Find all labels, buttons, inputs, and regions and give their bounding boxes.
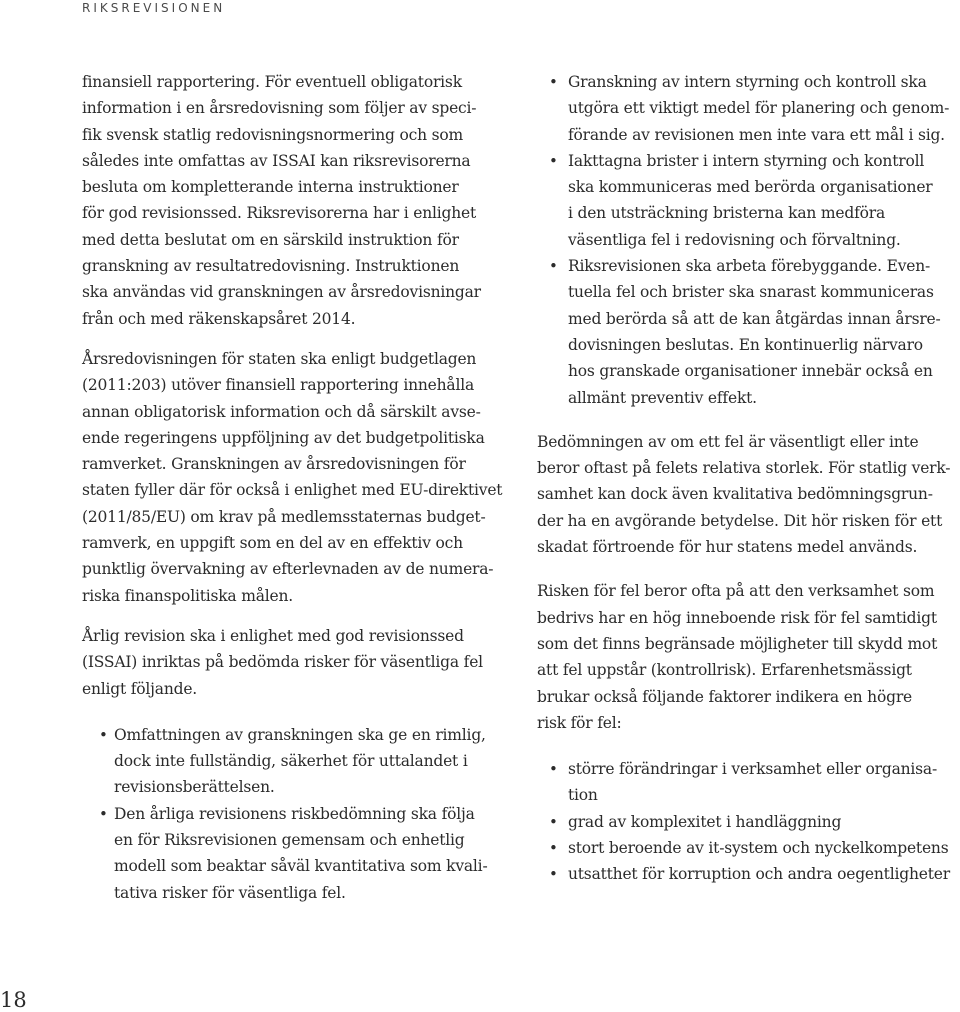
paragraph — [537, 429, 959, 560]
text-line: information i en årsredovisning som följer av speci- — [82, 99, 477, 118]
bullet-icon: • — [549, 760, 558, 779]
text-line: större förändringar i verksamhet eller organisa- — [568, 760, 937, 779]
text-line: (2011:203) utöver finansiell rapportering innehålla — [82, 376, 475, 395]
paragraph — [82, 69, 504, 332]
text-line: i den utsträckning bristerna kan medföra — [568, 204, 886, 223]
list-item — [537, 861, 959, 887]
paragraph — [82, 623, 504, 702]
bullet-icon: • — [549, 151, 558, 170]
text-line: ramverket. Granskningen av årsredovisningen för — [82, 455, 466, 474]
text-line: tion — [568, 786, 598, 805]
paragraph — [537, 578, 959, 736]
text-line: (2011/85/EU) om krav på medlemsstaternas budget- — [82, 507, 486, 526]
text-line: punktlig övervakning av efterlevnaden av de numera- — [82, 560, 494, 579]
text-line: skadat förtroende för hur statens medel används. — [537, 538, 918, 557]
text-line: ende regeringens uppföljning av det budgetpolitiska — [82, 428, 485, 447]
text-line: Risken för fel beror ofta på att den verksamhet som — [537, 582, 935, 601]
text-line: der ha en avgörande betydelse. Dit hör risken för ett — [537, 511, 943, 530]
bullet-list — [537, 756, 959, 887]
text-line: stort beroende av it-system och nyckelkompetens — [568, 839, 949, 858]
text-line: Omfattningen av granskningen ska ge en rimlig, — [114, 725, 486, 744]
text-line: Iakttagna brister i intern styrning och kontroll — [568, 151, 925, 170]
page-number: 18 — [0, 988, 27, 1012]
text-line: Riksrevisionen ska arbeta förebyggande. Even- — [568, 257, 931, 276]
text-line: väsentliga fel i redovisning och förvaltning. — [568, 230, 901, 249]
text-line: grad av komplexitet i handläggning — [568, 812, 842, 831]
text-line: utgöra ett viktigt medel för planering och genom- — [568, 99, 950, 118]
text-line: ska användas vid granskningen av årsredovisningar — [82, 283, 481, 302]
text-line: med berörda så att de kan åtgärdas innan årsre- — [568, 309, 941, 328]
text-line: fik svensk statlig redovisningsnormering och som — [82, 125, 463, 144]
text-line: (ISSAI) inriktas på bedömda risker för väsentliga fel — [82, 653, 483, 672]
list-item — [537, 69, 959, 148]
bullet-icon: • — [549, 839, 558, 858]
text-line: med detta beslutat om en särskild instruktion för — [82, 230, 459, 249]
text-line: för god revisionssed. Riksrevisorerna har i enlighet — [82, 204, 477, 223]
text-line: att fel uppstår (kontrollrisk). Erfarenhetsmässigt — [537, 661, 912, 680]
text-line: Den årliga revisionens riskbedömning ska följa — [114, 804, 475, 823]
list-item — [537, 253, 959, 411]
text-line: Bedömningen av om ett fel är väsentligt eller inte — [537, 432, 919, 451]
text-line: samhet kan dock även kvalitativa bedömningsgrun- — [537, 485, 933, 504]
text-line: finansiell rapportering. För eventuell obligatorisk — [82, 73, 462, 91]
text-line: dovisningen beslutas. En kontinuerlig närvaro — [568, 335, 923, 354]
text-line: enligt följande. — [82, 679, 198, 698]
text-line: som det finns begränsade möjligheter till skydd mot — [537, 634, 938, 653]
text-line: förande av revisionen men inte vara ett mål i sig. — [568, 125, 945, 144]
bullet-list — [537, 69, 959, 411]
text-line: brukar också följande faktorer indikera en högre — [537, 687, 913, 706]
text-line: tuella fel och brister ska snarast kommuniceras — [568, 283, 934, 302]
bullet-icon: • — [549, 73, 558, 91]
text-line: modell som beaktar såväl kvantitativa som kvali- — [114, 857, 488, 876]
bullet-icon: • — [549, 812, 558, 831]
text-line: ska kommuniceras med berörda organisationer — [568, 178, 933, 197]
paragraph — [82, 346, 504, 609]
bullet-icon: • — [99, 804, 108, 823]
text-line: från och med räkenskapsåret 2014. — [82, 309, 356, 328]
list-item — [82, 801, 504, 906]
bullet-icon: • — [549, 257, 558, 276]
text-line: tativa risker för väsentliga fel. — [114, 883, 346, 902]
running-header: RIKSREVISIONEN — [82, 1, 226, 15]
list-item — [82, 722, 504, 801]
text-line: risk för fel: — [537, 713, 622, 732]
bullet-icon: • — [549, 865, 558, 884]
text-line: Årlig revision ska i enlighet med god revisionssed — [82, 626, 464, 645]
text-line: dock inte fullständig, säkerhet för uttalandet i — [114, 752, 468, 771]
bullet-icon: • — [99, 725, 108, 744]
text-line: allmänt preventiv effekt. — [568, 388, 757, 407]
text-line: besluta om kompletterande interna instruktioner — [82, 178, 459, 197]
text-line: ramverk, en uppgift som en del av en effektiv och — [82, 534, 463, 553]
text-line: annan obligatorisk information och då särskilt avse- — [82, 402, 481, 421]
text-line: en för Riksrevisionen gemensam och enhetlig — [114, 831, 465, 850]
text-line: Granskning av intern styrning och kontroll ska — [568, 73, 927, 91]
bullet-list — [82, 722, 504, 906]
text-line: riska finanspolitiska målen. — [82, 586, 293, 605]
right-column — [537, 69, 959, 902]
list-item — [537, 809, 959, 835]
list-item — [537, 148, 959, 253]
text-line: beror oftast på felets relativa storlek. För statlig verk- — [537, 459, 951, 478]
list-item — [537, 756, 959, 809]
text-line: bedrivs har en hög inneboende risk för fel samtidigt — [537, 608, 937, 627]
text-line: Årsredovisningen för staten ska enligt budgetlagen — [82, 349, 477, 368]
text-line: således inte omfattas av ISSAI kan riksrevisorerna — [82, 151, 471, 170]
left-column — [82, 69, 504, 920]
list-item — [537, 835, 959, 861]
text-line: revisionsberättelsen. — [114, 778, 275, 797]
text-line: granskning av resultatredovisning. Instruktionen — [82, 257, 460, 276]
text-line: staten fyller där för också i enlighet med EU-direktivet — [82, 481, 503, 500]
text-line: hos granskade organisationer innebär också en — [568, 362, 933, 381]
text-line: utsatthet för korruption och andra oegentligheter — [568, 865, 950, 884]
